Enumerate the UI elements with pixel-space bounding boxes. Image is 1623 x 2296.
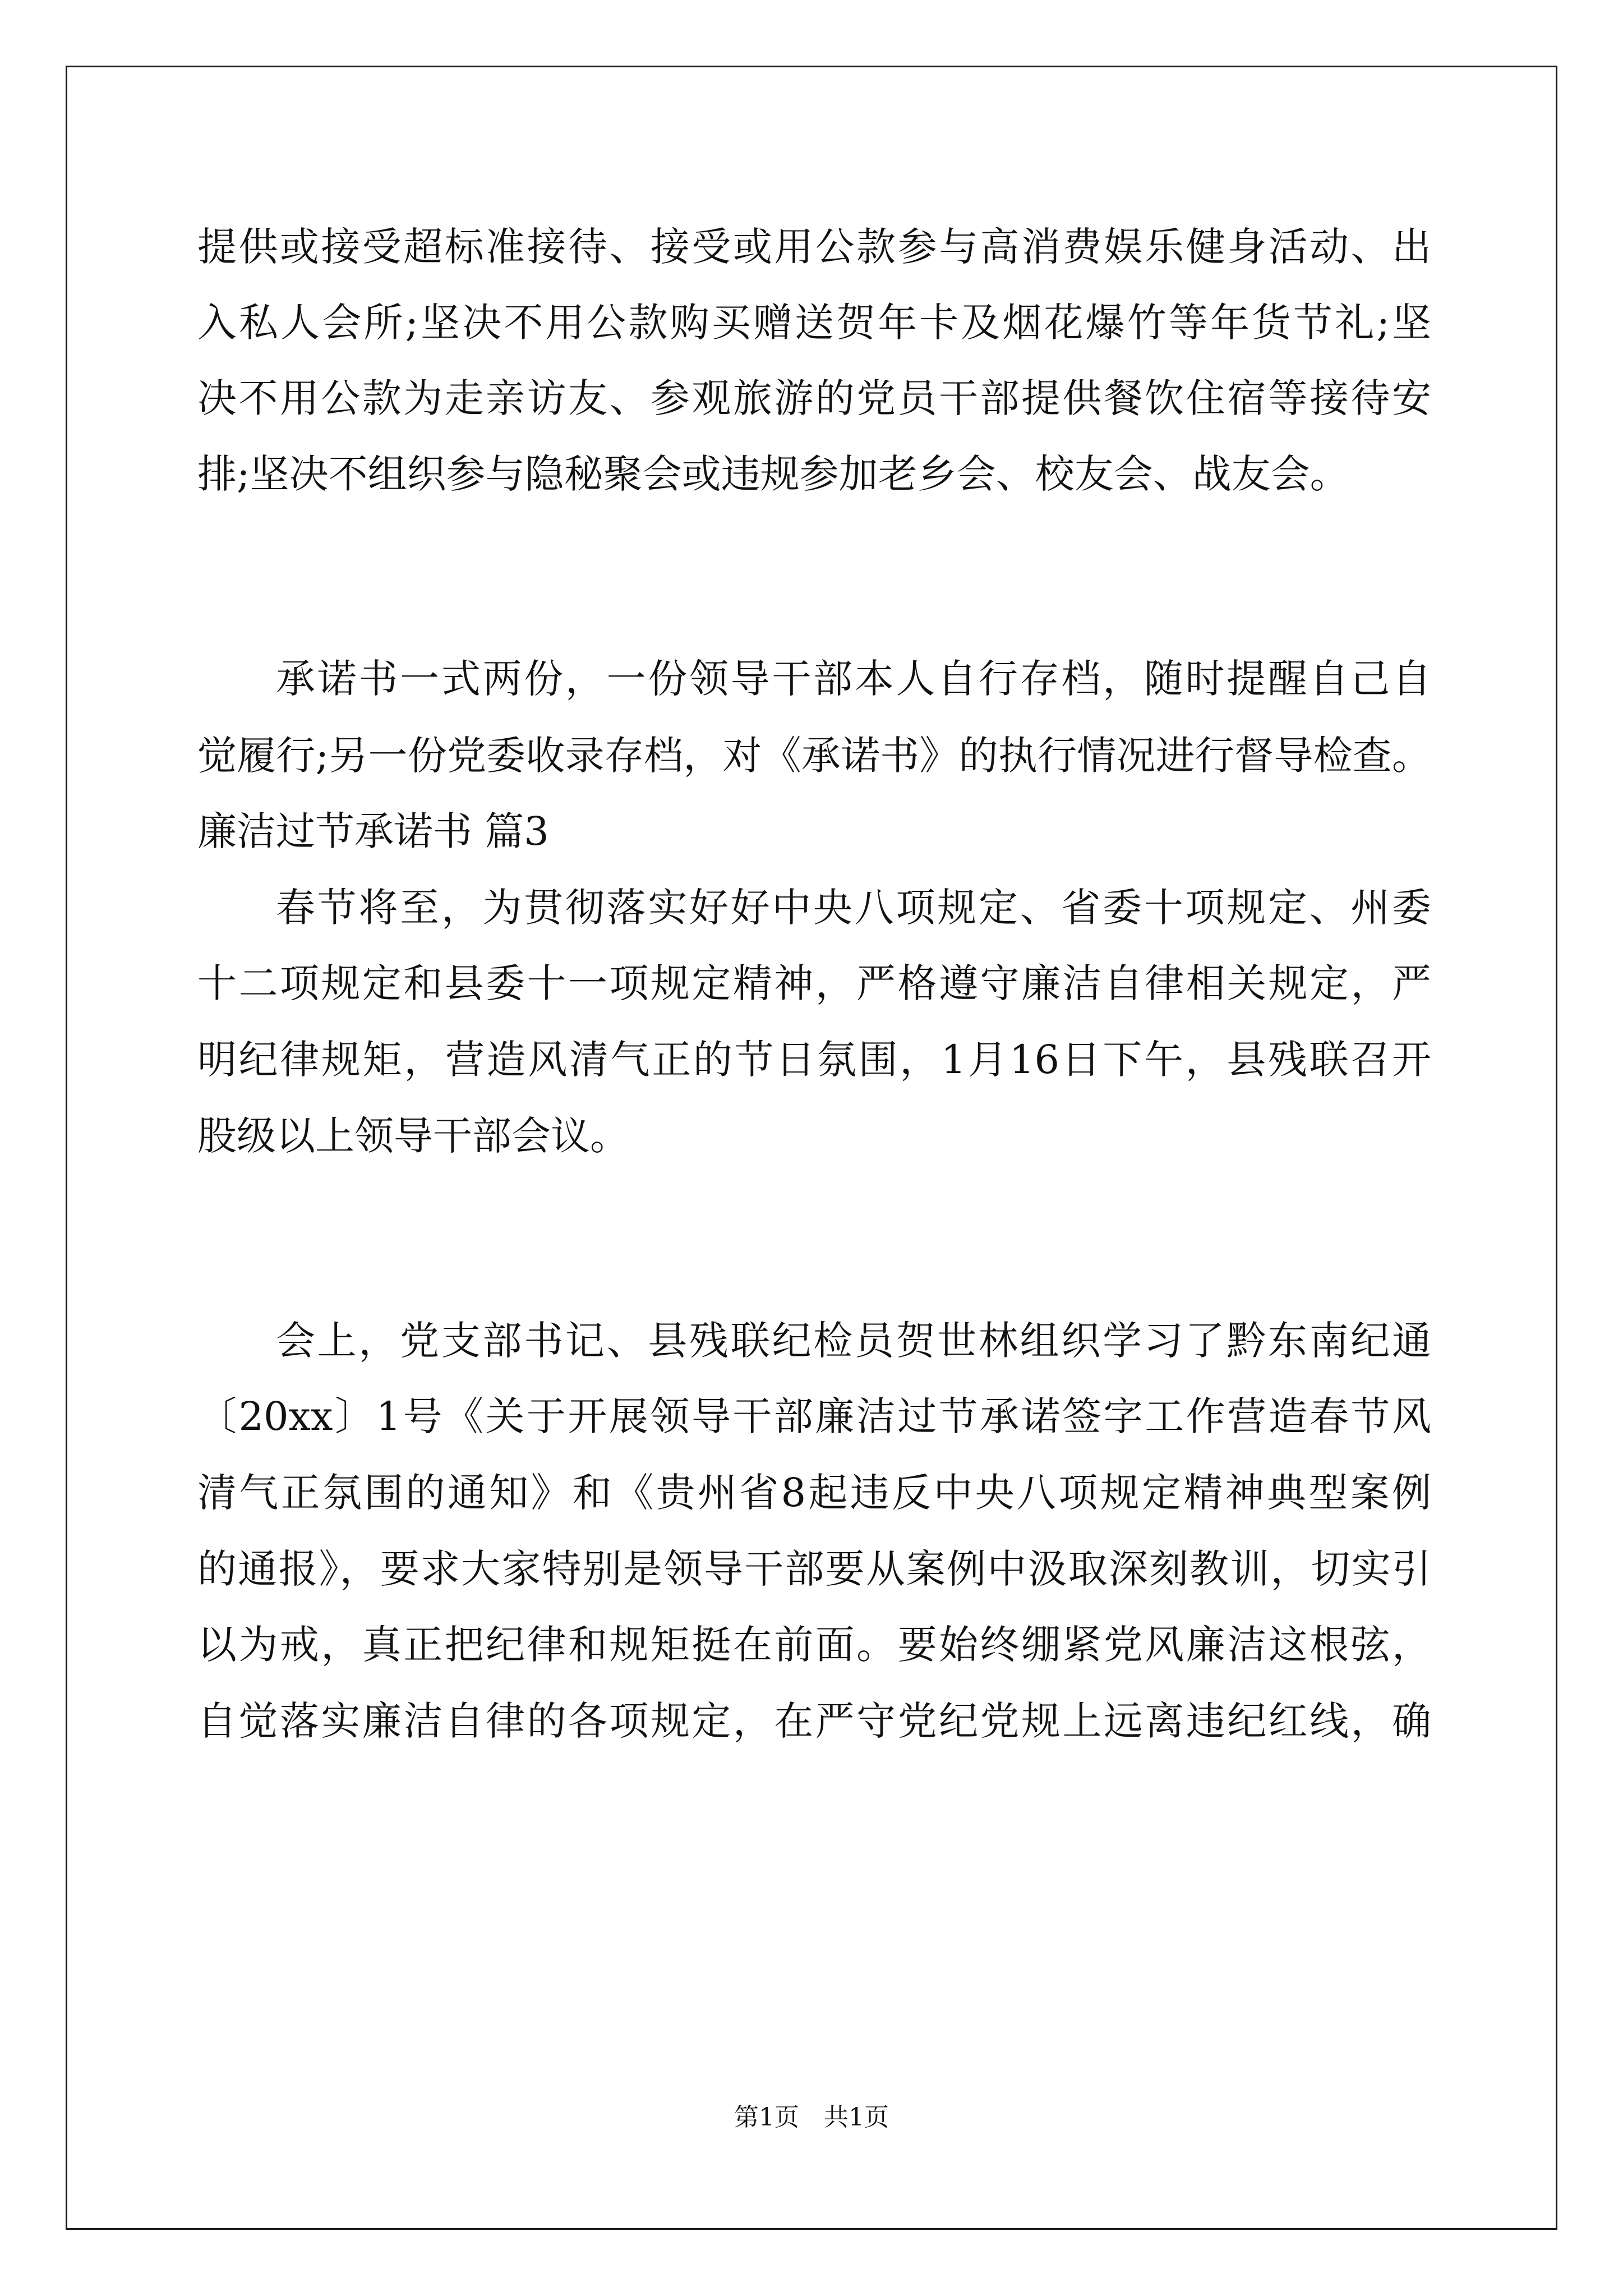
paragraph-line: 股级以上领导干部会议。 (197, 1113, 629, 1159)
paragraph-line: 自觉落实廉洁自律的各项规定，在严守党纪党规上远离违纪红线，确 (197, 1698, 1431, 1744)
page-footer: 第1页 共1页 (734, 2103, 889, 2132)
paragraph-line: 〔20xx〕1号《关于开展领导干部廉洁过节承诺签字工作营造春节风 (197, 1393, 1431, 1439)
paragraph-line: 提供或接受超标准接待、接受或用公款参与高消费娱乐健身活动、出 (197, 224, 1431, 270)
paragraph-line: 决不用公款为走亲访友、参观旅游的党员干部提供餐饮住宿等接待安 (197, 375, 1431, 421)
paragraph-line: 排;坚决不组织参与隐秘聚会或违规参加老乡会、校友会、战友会。 (197, 451, 1349, 497)
paragraph-line: 以为戒，真正把纪律和规矩挺在前面。要始终绷紧党风廉洁这根弦， (197, 1622, 1431, 1668)
paragraph-line: 春节将至，为贯彻落实好好中央八项规定、省委十项规定、州委 (276, 885, 1431, 931)
paragraph-line: 十二项规定和县委十一项规定精神，严格遵守廉洁自律相关规定，严 (197, 960, 1431, 1006)
paragraph-line: 明纪律规矩，营造风清气正的节日氛围，1月16日下午，县残联召开 (197, 1037, 1431, 1083)
paragraph-line: 承诺书一式两份，一份领导干部本人自行存档，随时提醒自己自 (276, 656, 1431, 702)
paragraph-line: 会上，党支部书记、县残联纪检员贺世林组织学习了黔东南纪通 (276, 1318, 1431, 1364)
paragraph-line: 入私人会所;坚决不用公款购买赠送贺年卡及烟花爆竹等年货节礼;坚 (197, 300, 1431, 346)
section-heading: 廉洁过节承诺书 篇3 (197, 808, 549, 854)
paragraph-line: 的通报》，要求大家特别是领导干部要从案例中汲取深刻教训，切实引 (197, 1546, 1431, 1592)
paragraph-line: 觉履行;另一份党委收录存档，对《承诺书》的执行情况进行督导检查。 (197, 733, 1431, 779)
paragraph-line: 清气正氛围的通知》和《贵州省8起违反中央八项规定精神典型案例 (197, 1470, 1431, 1516)
